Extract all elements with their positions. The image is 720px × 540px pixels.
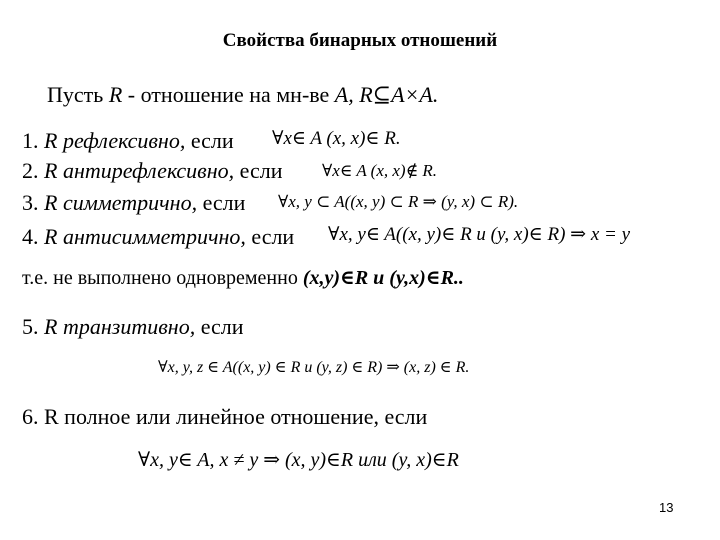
property-1-number: 1. [22,128,44,153]
property-4-formula: ∀x, y∈ A((x, y)∈ R и (y, x)∈ R) ⇒ x = y [328,224,631,245]
property-3-number: 3. [22,190,44,215]
antisymmetry-note-formula: (x,y)∈R и (y,x)∈R.. [302,267,464,289]
antisymmetry-note [22,266,464,290]
property-2-label [22,158,282,184]
property-2-condition: если [234,158,283,183]
intro-relation-symbol: R [108,82,123,107]
property-5-number: 5. [22,314,44,339]
slide-title: Свойства бинарных отношений [222,30,498,51]
property-1-relation: R [44,128,58,153]
property-1-condition: если [185,128,234,153]
property-5-formula: ∀x, y, z ∈ A((x, y) ∈ R и (y, z) ∈ R) ⇒ (x, z) ∈ R. [158,359,470,376]
property-5-name: транзитивно, [57,314,196,339]
property-5-relation: R [44,314,58,339]
property-3-relation: R [44,190,58,215]
intro-text: Пусть [47,82,109,107]
property-1-formula: ∀x∈ A (x, x)∈ R. [272,128,401,149]
property-5-condition: если [195,314,244,339]
property-2-number: 2. [22,158,44,183]
property-4-condition: если [245,224,295,249]
intro-line [47,82,438,108]
property-2-formula: ∀x∈ A (x, x)∉ R. [322,161,438,180]
property-6-label: 6. R полное или линейное отношение, если [22,404,428,429]
property-4-name: антисимметрично, [57,224,246,249]
property-4-relation: R [44,224,58,249]
property-1-name: рефлексивно, [57,128,186,153]
antisymmetry-note-text: т.е. не выполнено одновременно [22,267,303,289]
property-4-label [22,224,294,250]
property-3-name: симметрично, [57,190,198,215]
page-number: 13 [659,500,674,515]
property-3-formula: ∀x, y ⊂ A((x, y) ⊂ R ⇒ (y, x) ⊂ R). [278,192,519,211]
property-2-name: антирефлексивно, [57,158,235,183]
property-5-label [22,314,244,340]
property-2-relation: R [44,158,58,183]
property-4-number: 4. [22,224,44,249]
property-6-formula: ∀x, y∈ A, x ≠ y ⇒ (x, y)∈R или (y, x)∈R [138,449,459,471]
property-1-label [22,128,234,154]
intro-text-mid: - отношение на мн-ве [122,82,335,107]
property-3-label [22,190,245,216]
property-3-condition: если [197,190,246,215]
intro-formula: A, R⊆A×A. [334,82,439,107]
